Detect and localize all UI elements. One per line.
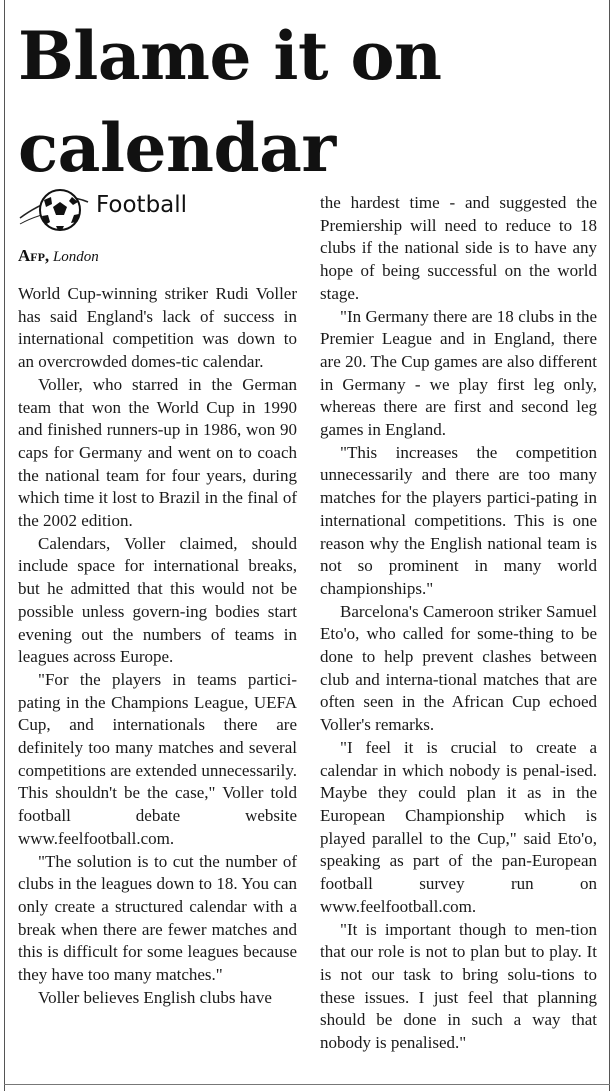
paragraph: Barcelona's Cameroon striker Samuel Eto'o, who called for some-thing to be done to help prevent clashes between club and interna-tional matches that are often seen in the African Cup echoed Voller's remarks. <box>320 601 597 735</box>
byline-location: London <box>52 249 99 265</box>
paragraph: "For the players in teams partici-pating in the Champions League, UEFA Cup, and internationals there are definitely too many matches and several competitions are extended unnecessarily. This shouldn't be the case," Voller told football debate website www.feelfootball.com. <box>18 669 297 848</box>
paragraph: "This increases the competition unnecessarily and there are too many matches for the players partici-pating in international competitions. This is one reason why the English national team is not so prominent in many world championships." <box>320 442 597 598</box>
headline: Blame it on calendar <box>18 17 442 187</box>
paragraph: "The solution is to cut the number of clubs in the leagues down to 18. You can only create a structured calendar with a break when there are fewer matches and this is difficult for some leagues because they have too many matches." <box>18 851 297 985</box>
paragraph: "It is important though to men-tion that our role is not to plan but to play. It is not our task to bring solu-tions to these issues. I just feel that planning should be done in such a way that nobody is penalised." <box>320 919 597 1053</box>
byline-source: Afp, <box>18 246 50 265</box>
paragraph: Calendars, Voller claimed, should include space for international breaks, but he admitted that this would not be possible unless govern-ing bodies start evening out the numbers of teams in leagues across Europe. <box>18 533 297 667</box>
left-border-rule <box>4 0 5 1091</box>
article-column-2 <box>320 192 597 1055</box>
byline <box>18 246 308 267</box>
bottom-border-rule <box>4 1084 610 1085</box>
football-icon <box>18 188 90 232</box>
paragraph: the hardest time - and suggested the Premiership will need to reduce to 18 clubs if the national side is to have any hope of being successful on the world stage. <box>320 193 597 303</box>
right-border-rule <box>609 0 610 1091</box>
section-kicker <box>18 188 308 232</box>
section-label: Football <box>96 192 188 218</box>
paragraph: World Cup-winning striker Rudi Voller has said England's lack of success in international competition was down to an overcrowded domes-tic calendar. <box>18 284 297 372</box>
article-column-1 <box>18 283 297 1010</box>
paragraph: "I feel it is crucial to create a calendar in which nobody is penal-ised. Maybe they could plan it as in the European Championship which is played parallel to the Cup," said Eto'o, speaking as part of the pan-European football survey run on www.feelfootball.com. <box>320 737 597 916</box>
paragraph: "In Germany there are 18 clubs in the Premier League and in England, there are 20. The Cup games are also different in Germany - we play first leg only, whereas there are first and second leg games in England. <box>320 306 597 440</box>
paragraph: Voller, who starred in the German team that won the World Cup in 1990 and finished runners-up in 1986, won 90 caps for Germany and went on to coach the national team for four years, during which time it lost to Brazil in the final of the 2002 edition. <box>18 374 297 531</box>
paragraph: Voller believes English clubs have <box>38 987 272 1007</box>
